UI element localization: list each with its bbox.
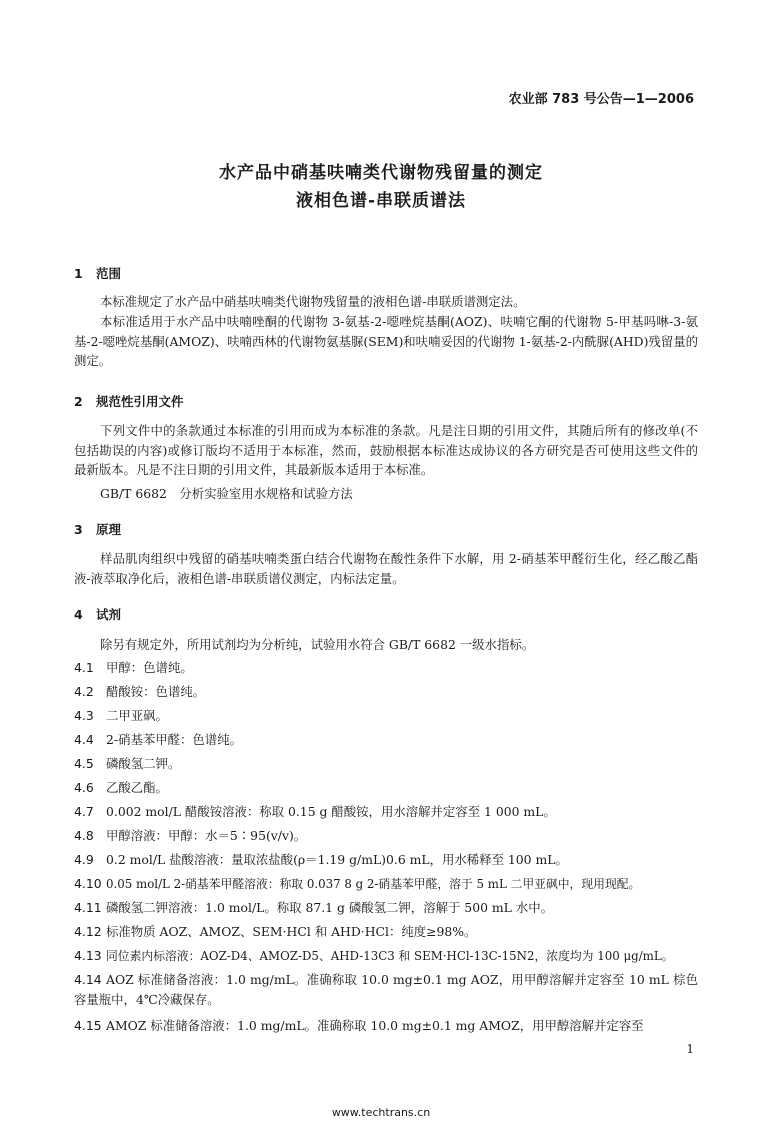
scope-paragraph-2: 本标准适用于水产品中呋喃唑酮的代谢物 3-氨基-2-噁唑烷基酮(AOZ)、呋喃它酮的代谢物 5-甲基吗啉-3-氨基-2-噁唑烷基酮(AMOZ)、呋喃西林的代谢物氨基脲(SEM)和呋喃妥因的代谢物 1-氨基-2-内酰脲(AHD)残留量的测定。	[74, 314, 698, 368]
section-number: 3	[74, 522, 83, 537]
reagent-item	[74, 778, 698, 798]
item-number: 4.3	[74, 708, 94, 723]
item-text: 0.2 mol/L 盐酸溶液：量取浓盐酸(ρ＝1.19 g/mL)0.6 mL，用水稀释至 100 mL。	[106, 852, 568, 867]
item-number: 4.2	[74, 684, 94, 699]
section-title: 试剂	[96, 607, 122, 622]
item-text: 0.002 mol/L 醋酸铵溶液：称取 0.15 g 醋酸铵，用水溶解并定容至 1 000 mL。	[106, 804, 556, 819]
reagent-item	[74, 850, 698, 870]
item-text: 甲醇：色谱纯。	[106, 660, 193, 675]
item-number: 4.9	[74, 852, 94, 867]
reagent-item	[74, 874, 698, 895]
item-text: 乙酸乙酯。	[106, 780, 168, 795]
item-number: 4.7	[74, 804, 94, 819]
reagent-item	[74, 682, 698, 702]
reagent-item	[74, 898, 698, 918]
item-text: 0.05 mol/L 2-硝基苯甲醛溶液：称取 0.037 8 g 2-硝基苯甲醛，溶于 5 mL 二甲亚砜中，现用现配。	[106, 877, 641, 891]
section-heading-scope	[74, 264, 121, 282]
item-text: 2-硝基苯甲醛：色谱纯。	[106, 732, 242, 747]
reagent-item	[74, 730, 698, 750]
section-heading-principle	[74, 520, 121, 538]
item-text: AMOZ 标准储备溶液：1.0 mg/mL。准确称取 10.0 mg±0.1 mg AMOZ，用甲醇溶解并定容至	[106, 1018, 644, 1033]
reagents-intro: 除另有规定外，所用试剂均为分析纯，试验用水符合 GB/T 6682 一级水指标。	[100, 637, 535, 652]
reagent-item	[74, 706, 698, 726]
reagent-item	[74, 922, 698, 942]
principle-paragraph: 样品肌肉组织中残留的硝基呋喃类蛋白结合代谢物在酸性条件下水解，用 2-硝基苯甲醛衍生化，经乙酸乙酯液-液萃取净化后，液相色谱-串联质谱仪测定，内标法定量。	[74, 551, 698, 586]
item-number: 4.1	[74, 660, 94, 675]
item-text: 甲醇溶液：甲醇：水＝5∶95(v/v)。	[106, 828, 307, 843]
item-number: 4.8	[74, 828, 94, 843]
section-number: 2	[74, 394, 83, 409]
section-heading-reagents	[74, 605, 121, 623]
item-number: 4.14	[74, 972, 102, 987]
section-number: 4	[74, 607, 83, 622]
item-text: 磷酸氢二钾溶液：1.0 mol/L。称取 87.1 g 磷酸氢二钾，溶解于 500 mL 水中。	[106, 900, 553, 915]
item-number: 4.12	[74, 924, 102, 939]
reagent-item	[74, 826, 698, 846]
reagent-item	[74, 1016, 698, 1036]
item-number: 4.5	[74, 756, 94, 771]
item-text: 磷酸氢二钾。	[106, 756, 181, 771]
section-title: 规范性引用文件	[96, 394, 184, 409]
item-number: 4.4	[74, 732, 94, 747]
document-code: 农业部 783 号公告—1—2006	[508, 92, 694, 107]
page-number: 1	[686, 1042, 694, 1056]
footer-url: www.techtrans.cn	[331, 1106, 431, 1119]
item-number: 4.6	[74, 780, 94, 795]
item-text: 标准物质 AOZ、AMOZ、SEM·HCl 和 AHD·HCl：纯度≥98%。	[106, 924, 477, 939]
item-number: 4.13	[74, 948, 102, 963]
reagent-item	[74, 802, 698, 822]
item-text: 醋酸铵：色谱纯。	[106, 684, 206, 699]
reagent-item	[74, 658, 698, 678]
document-title: 水产品中硝基呋喃类代谢物残留量的测定	[219, 163, 543, 183]
section-heading-references	[74, 392, 184, 410]
item-number: 4.10	[74, 876, 102, 891]
section-number: 1	[74, 266, 83, 281]
item-number: 4.15	[74, 1018, 102, 1033]
reagent-item	[74, 754, 698, 774]
item-text: 二甲亚砜。	[106, 708, 168, 723]
references-paragraph: 下列文件中的条款通过本标准的引用而成为本标准的条款。凡是注日期的引用文件，其随后所有的修改单(不包括勘误的内容)或修订版均不适用于本标准，然而，鼓励根据本标准达成协议的各方研究是否可使用这些文件的最新版本。凡是不注日期的引用文件，其最新版本适用于本标准。	[74, 423, 698, 477]
section-title: 原理	[96, 522, 122, 537]
reagent-item	[74, 970, 698, 1009]
item-text: AOZ 标准储备溶液：1.0 mg/mL。准确称取 10.0 mg±0.1 mg AOZ，用甲醇溶解并定容至 10 mL 棕色容量瓶中，4℃冷藏保存。	[74, 972, 698, 1007]
scope-paragraph-1: 本标准规定了水产品中硝基呋喃类代谢物残留量的液相色谱-串联质谱测定法。	[100, 294, 526, 309]
item-text: 同位素内标溶液：AOZ-D4、AMOZ-D5、AHD-13C3 和 SEM·HCl-13C-15N2，浓度均为 100 μg/mL。	[106, 949, 674, 963]
document-subtitle: 液相色谱-串联质谱法	[295, 191, 467, 211]
reagent-item	[74, 946, 698, 967]
item-number: 4.11	[74, 900, 102, 915]
section-title: 范围	[96, 266, 122, 281]
reference-gbt6682: GB/T 6682 分析实验室用水规格和试验方法	[100, 486, 353, 501]
